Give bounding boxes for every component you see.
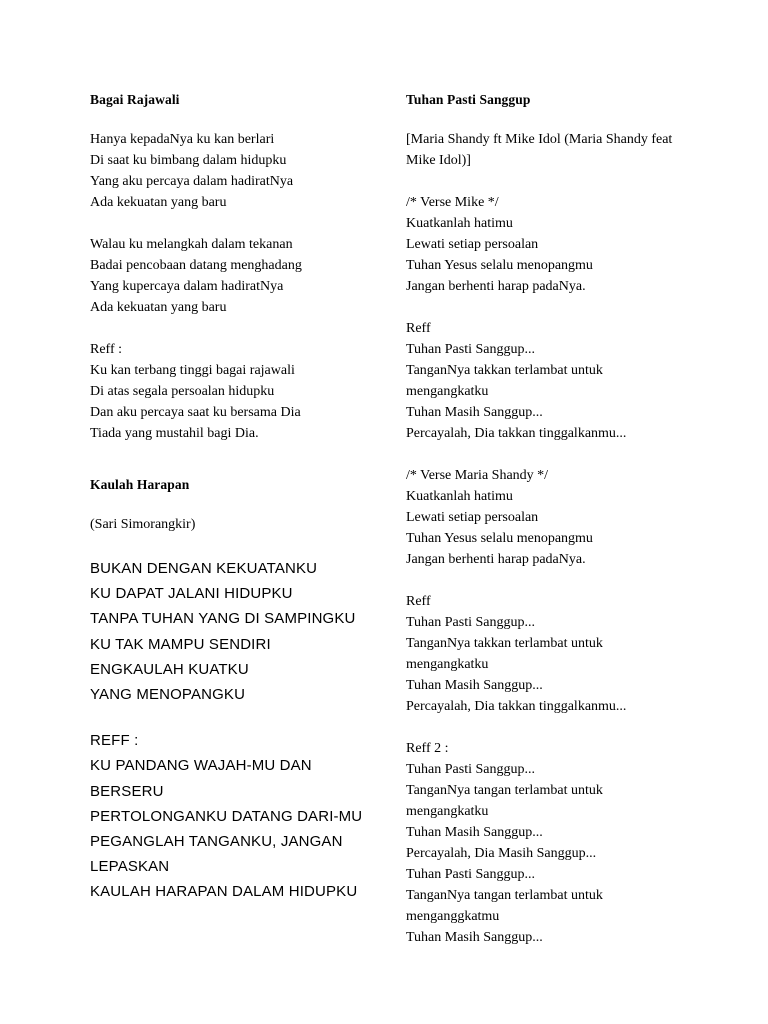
lyric-line: Walau ku melangkah dalam tekanan bbox=[90, 237, 293, 252]
lyric-line: Reff 2 : bbox=[406, 741, 449, 756]
lyric-line: Percayalah, Dia takkan tinggalkanmu... bbox=[406, 426, 627, 441]
lyric-line: Kuatkanlah hatimu bbox=[406, 216, 513, 231]
lyric-line: Percayalah, Dia Masih Sanggup... bbox=[406, 846, 597, 861]
lyric-stanza bbox=[90, 339, 366, 444]
stanza-spacer bbox=[90, 707, 366, 728]
stanza-spacer bbox=[406, 297, 682, 318]
lyric-line: /* Verse Mike */ bbox=[406, 195, 499, 210]
lyric-line: Tuhan Yesus selalu menopangmu bbox=[406, 531, 593, 546]
lyric-line: Dan aku percaya saat ku bersama Dia bbox=[90, 405, 301, 420]
lyric-line: Jangan berhenti harap padaNya. bbox=[406, 552, 586, 567]
lyric-line: Tuhan Pasti Sanggup... bbox=[406, 342, 536, 357]
song-title: Kaulah Harapan bbox=[90, 477, 190, 492]
title-spacer bbox=[406, 110, 682, 129]
lyric-stanza bbox=[406, 738, 682, 948]
lyric-stanza bbox=[90, 556, 366, 707]
lyric-line: Tuhan Masih Sanggup... bbox=[406, 930, 543, 945]
lyric-line: KU DAPAT JALANI HIDUPKU bbox=[90, 585, 293, 603]
lyric-line: Tuhan Pasti Sanggup... bbox=[406, 615, 536, 630]
lyric-line: Di saat ku bimbang dalam hidupku bbox=[90, 153, 287, 168]
lyric-line: Kuatkanlah hatimu bbox=[406, 489, 513, 504]
lyric-line: Tuhan Pasti Sanggup... bbox=[406, 867, 536, 882]
lyric-stanza bbox=[90, 514, 366, 535]
lyric-line: Jangan berhenti harap padaNya. bbox=[406, 279, 586, 294]
lyric-line: Badai pencobaan datang menghadang bbox=[90, 258, 302, 273]
lyric-line: PEGANGLAH TANGANKU, JANGAN LEPASKAN bbox=[90, 833, 347, 876]
stanza-spacer bbox=[90, 213, 366, 234]
stanza-spacer bbox=[90, 318, 366, 339]
lyric-stanza bbox=[406, 465, 682, 570]
lyric-stanza bbox=[406, 591, 682, 717]
stanza-spacer bbox=[406, 570, 682, 591]
right-column bbox=[406, 90, 682, 948]
lyric-line: Reff bbox=[406, 321, 431, 336]
lyric-line: (Sari Simorangkir) bbox=[90, 517, 196, 532]
lyric-line: TanganNya takkan terlambat untuk mengangkatku bbox=[406, 636, 607, 672]
lyric-line: Lewati setiap persoalan bbox=[406, 237, 539, 252]
lyric-line: TanganNya takkan terlambat untuk mengangkatku bbox=[406, 363, 607, 399]
lyric-line: TanganNya tangan terlambat untuk menganggkatmu bbox=[406, 888, 607, 924]
title-spacer bbox=[90, 110, 366, 129]
stanza-spacer bbox=[406, 171, 682, 192]
lyric-line: ENGKAULAH KUATKU bbox=[90, 660, 249, 678]
title-spacer bbox=[90, 495, 366, 514]
two-column-layout bbox=[90, 90, 690, 948]
lyric-stanza bbox=[90, 129, 366, 213]
lyric-line: TANPA TUHAN YANG DI SAMPINGKU bbox=[90, 610, 356, 628]
lyric-line: Tuhan Pasti Sanggup... bbox=[406, 762, 536, 777]
left-column bbox=[90, 90, 366, 905]
stanza-spacer bbox=[406, 717, 682, 738]
lyric-line: Yang aku percaya dalam hadiratNya bbox=[90, 174, 294, 189]
lyric-line: Tuhan Masih Sanggup... bbox=[406, 405, 543, 420]
lyric-stanza bbox=[90, 234, 366, 318]
stanza-spacer bbox=[406, 444, 682, 465]
song-title: Tuhan Pasti Sanggup bbox=[406, 92, 531, 107]
lyric-line: Di atas segala persoalan hidupku bbox=[90, 384, 275, 399]
section-spacer bbox=[90, 444, 366, 475]
lyric-line: Reff : bbox=[90, 342, 123, 357]
lyric-stanza bbox=[406, 129, 682, 171]
lyric-line: /* Verse Maria Shandy */ bbox=[406, 468, 549, 483]
lyric-line: Tuhan Yesus selalu menopangmu bbox=[406, 258, 593, 273]
lyric-line: Percayalah, Dia takkan tinggalkanmu... bbox=[406, 699, 627, 714]
lyric-line: KU TAK MAMPU SENDIRI bbox=[90, 635, 271, 653]
lyric-line: REFF : bbox=[90, 732, 139, 750]
lyric-line: Hanya kepadaNya ku kan berlari bbox=[90, 132, 275, 147]
lyric-stanza bbox=[90, 728, 366, 904]
lyric-line: [Maria Shandy ft Mike Idol (Maria Shandy feat Mike Idol)] bbox=[406, 132, 676, 168]
lyric-line: Tuhan Masih Sanggup... bbox=[406, 678, 543, 693]
lyric-line: KU PANDANG WAJAH-MU DAN BERSERU bbox=[90, 757, 317, 800]
stanza-spacer bbox=[90, 535, 366, 556]
lyric-line: BUKAN DENGAN KEKUATANKU bbox=[90, 560, 318, 577]
lyric-line: Yang kupercaya dalam hadiratNya bbox=[90, 279, 284, 294]
lyric-line: KAULAH HARAPAN DALAM HIDUPKU bbox=[90, 883, 358, 901]
lyric-line: Reff bbox=[406, 594, 431, 609]
lyric-stanza bbox=[406, 192, 682, 297]
lyric-line: Tuhan Masih Sanggup... bbox=[406, 825, 543, 840]
lyric-line: Tiada yang mustahil bagi Dia. bbox=[90, 426, 259, 441]
lyric-line: TanganNya tangan terlambat untuk mengangkatku bbox=[406, 783, 607, 819]
lyric-line: Lewati setiap persoalan bbox=[406, 510, 539, 525]
lyric-line: Ada kekuatan yang baru bbox=[90, 195, 227, 210]
lyric-line: YANG MENOPANGKU bbox=[90, 686, 246, 704]
lyric-stanza bbox=[406, 318, 682, 444]
lyric-line: Ku kan terbang tinggi bagai rajawali bbox=[90, 363, 295, 378]
lyric-line: PERTOLONGANKU DATANG DARI-MU bbox=[90, 807, 363, 825]
song-title: Bagai Rajawali bbox=[90, 92, 180, 107]
lyric-line: Ada kekuatan yang baru bbox=[90, 300, 227, 315]
